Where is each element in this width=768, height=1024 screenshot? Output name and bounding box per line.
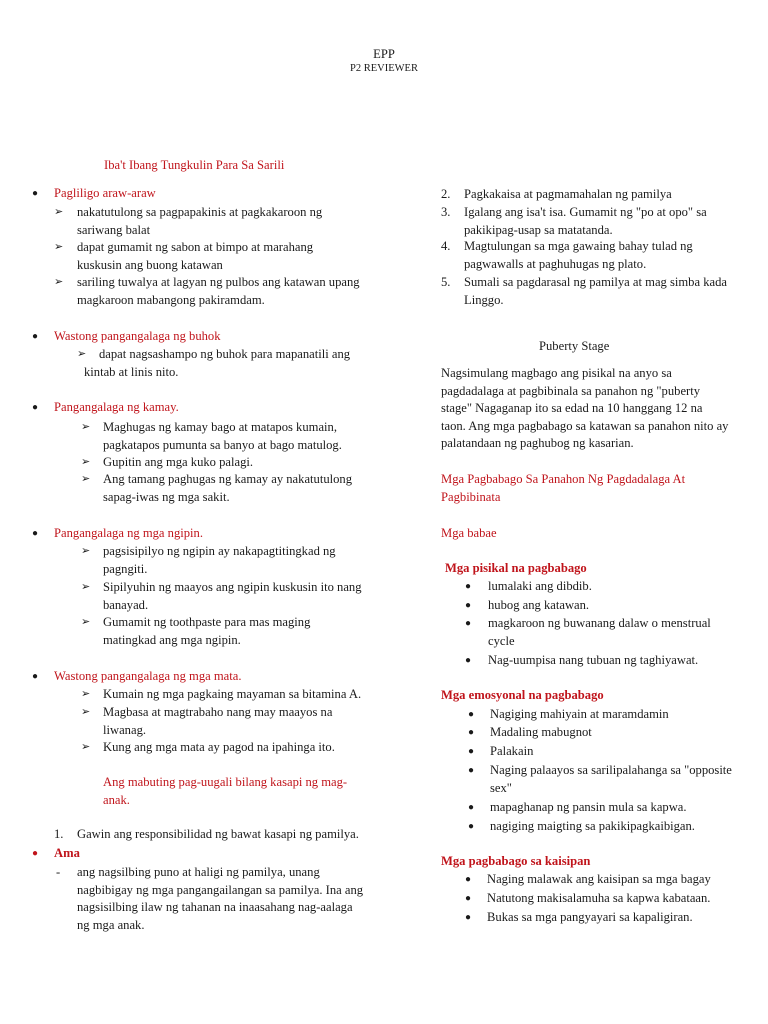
list-item: Nag-uumpisa nang tubuan ng taghiyawat.	[488, 653, 699, 667]
list-item: dapat gumamit ng sabon at bimpo at marahang kuskusin ang buong katawan	[77, 240, 314, 272]
list-item: Maghugas ng kamay bago at matapos kumain, pagkatapos pumunta sa banyo at bago matulog.	[103, 420, 342, 452]
bullet-icon: ●	[32, 848, 39, 859]
bullet-icon: ●	[32, 331, 39, 342]
bullet-icon: ●	[32, 671, 39, 682]
list-item: pagsisipilyo ng ngipin ay nakapagtitingkad ng pagngiti.	[103, 544, 336, 576]
numbered-item-number: 3.	[441, 205, 451, 219]
bullet-icon: ●	[465, 655, 472, 666]
puberty-heading: Puberty Stage	[539, 339, 610, 353]
bullet-icon: ●	[468, 727, 475, 738]
babae-label: Mga babae	[441, 526, 497, 540]
doc-subtitle: P2 REVIEWER	[350, 63, 418, 74]
arrow-bullet-icon: ➢	[81, 706, 91, 718]
arrow-bullet-icon: ➢	[81, 741, 91, 753]
numbered-item: Magtulungan sa mga gawaing bahay tulad ng pagwawalls at paghuhugas ng plato.	[464, 239, 693, 271]
arrow-bullet-icon: ➢	[81, 473, 91, 485]
list-item: Magbasa at magtrabaho nang may maayos na liwanag.	[103, 705, 333, 737]
arrow-bullet-icon: ➢	[81, 421, 91, 433]
bullet-icon: ●	[465, 600, 472, 611]
bullet-icon: ●	[465, 581, 472, 592]
numbered-item-number: 5.	[441, 275, 451, 289]
arrow-bullet-icon: ➢	[81, 581, 91, 593]
bullet-icon: ●	[468, 709, 475, 720]
bullet-icon: ●	[468, 746, 475, 757]
arrow-bullet-icon: ➢	[81, 545, 91, 557]
section-title: Pangangalaga ng kamay.	[54, 400, 179, 414]
bullet-icon: ●	[468, 821, 475, 832]
numbered-item: Igalang ang isa't isa. Gumamit ng "po at opo" sa pakikipag-usap sa matatanda.	[464, 205, 707, 237]
arrow-bullet-icon: ➢	[77, 348, 87, 360]
puberty-paragraph: Nagsimulang magbago ang pisikal na anyo sa pagdadalaga at pagbibinala sa panahon ng "puberty stage" Nagaganap ito sa edad na 10 hanggang 12 na taon. Ang mga pagbabago sa katawan sa panahon nito ay palatandaan ng paghubog ng kasarian.	[441, 366, 729, 450]
list-item: nakatutulong sa pagpapakinis at pagkakaroon ng sariwang balat	[77, 205, 323, 237]
arrow-bullet-icon: ➢	[54, 206, 64, 218]
list-item: magkaroon ng buwanang dalaw o menstrual cycle	[488, 616, 711, 648]
arrow-bullet-icon: ➢	[81, 616, 91, 628]
section-title: Pagliligo araw-araw	[54, 186, 156, 200]
bullet-icon: ●	[465, 618, 472, 629]
numbered-item-number: 1.	[54, 827, 64, 841]
bullet-icon: ●	[32, 402, 39, 413]
list-item: Nagiging mahiyain at maramdamin	[490, 707, 669, 721]
list-item: nagiging maigting sa pakikipagkaibigan.	[490, 819, 695, 833]
document-header	[0, 46, 768, 75]
list-item: Bukas sa mga pangyayari sa kapaligiran.	[487, 910, 693, 924]
list-item: Palakain	[490, 744, 534, 758]
bullet-icon: ●	[32, 528, 39, 539]
numbered-item-number: 2.	[441, 187, 451, 201]
section-title: Pangangalaga ng mga ngipin.	[54, 526, 203, 540]
bullet-icon: ●	[32, 188, 39, 199]
changes-heading: Mga Pagbabago Sa Panahon Ng Pagdadalaga At Pagbibinata	[441, 472, 686, 504]
bullet-icon: ●	[465, 912, 472, 923]
list-item: Naging malawak ang kaisipan sa mga bagay	[487, 872, 711, 886]
list-item: mapaghanap ng pansin mula sa kapwa.	[490, 800, 687, 814]
group-title: Mga emosyonal na pagbabago	[441, 688, 604, 702]
bullet-icon: ●	[465, 893, 472, 904]
list-item: Ang tamang paghugas ng kamay ay nakatutulong sapag-iwas ng mga sakit.	[103, 472, 353, 504]
bullet-icon: ●	[468, 802, 475, 813]
numbered-item: Gawin ang responsibilidad ng bawat kasapi ng pamilya.	[77, 827, 359, 841]
numbered-item-number: 4.	[441, 239, 451, 253]
numbered-item: Pagkakaisa at pagmamahalan ng pamilya	[464, 187, 672, 201]
arrow-bullet-icon: ➢	[54, 241, 64, 253]
list-item: lumalaki ang dibdib.	[488, 579, 592, 593]
ama-title: Ama	[54, 846, 80, 860]
dash-marker: -	[56, 865, 61, 879]
left-heading: Iba't Ibang Tungkulin Para Sa Sarili	[104, 158, 285, 172]
list-item: Sipilyuhin ng maayos ang ngipin kuskusin ito nang banayad.	[103, 580, 362, 612]
list-item: sariling tuwalya at lagyan ng pulbos ang katawan upang magkaroon mabangong pakiramdam.	[77, 275, 360, 307]
section-title: Wastong pangangalaga ng buhok	[54, 329, 221, 343]
arrow-bullet-icon: ➢	[81, 456, 91, 468]
group-title: Mga pagbabago sa kaisipan	[441, 854, 591, 868]
list-item: Kumain ng mga pagkaing mayaman sa bitamina A.	[103, 687, 362, 701]
subheading: Ang mabuting pag-uugali bilang kasapi ng mag- anak.	[103, 775, 348, 807]
bullet-icon: ●	[468, 765, 475, 776]
section-title: Wastong pangangalaga ng mga mata.	[54, 669, 242, 683]
list-item: Kung ang mga mata ay pagod na ipahinga ito.	[103, 740, 335, 754]
ama-description: ang nagsilbing puno at haligi ng pamilya, unang nagbibigay ng mga pangangailangan sa pamilya. Ina ang nagsisilbing ilaw ng tahanan na inaasahang nag-aalaga ng mga anak.	[77, 865, 364, 932]
doc-title: EPP	[373, 47, 395, 61]
list-item: dapat nagsashampo ng buhok para mapanatili ang kintab at linis nito.	[84, 347, 351, 379]
list-item: Naging palaayos sa sarilipalahanga sa "opposite sex"	[490, 763, 732, 795]
numbered-item: Sumali sa pagdarasal ng pamilya at mag simba kada Linggo.	[464, 275, 727, 307]
arrow-bullet-icon: ➢	[81, 688, 91, 700]
list-item: Madaling mabugnot	[490, 725, 592, 739]
list-item: Gumamit ng toothpaste para mas maging matingkad ang mga ngipin.	[103, 615, 311, 647]
list-item: hubog ang katawan.	[488, 598, 590, 612]
bullet-icon: ●	[465, 874, 472, 885]
arrow-bullet-icon: ➢	[54, 276, 64, 288]
list-item: Gupitin ang mga kuko palagi.	[103, 455, 254, 469]
group-title: Mga pisikal na pagbabago	[445, 561, 587, 575]
list-item: Natutong makisalamuha sa kapwa kabataan.	[487, 891, 711, 905]
